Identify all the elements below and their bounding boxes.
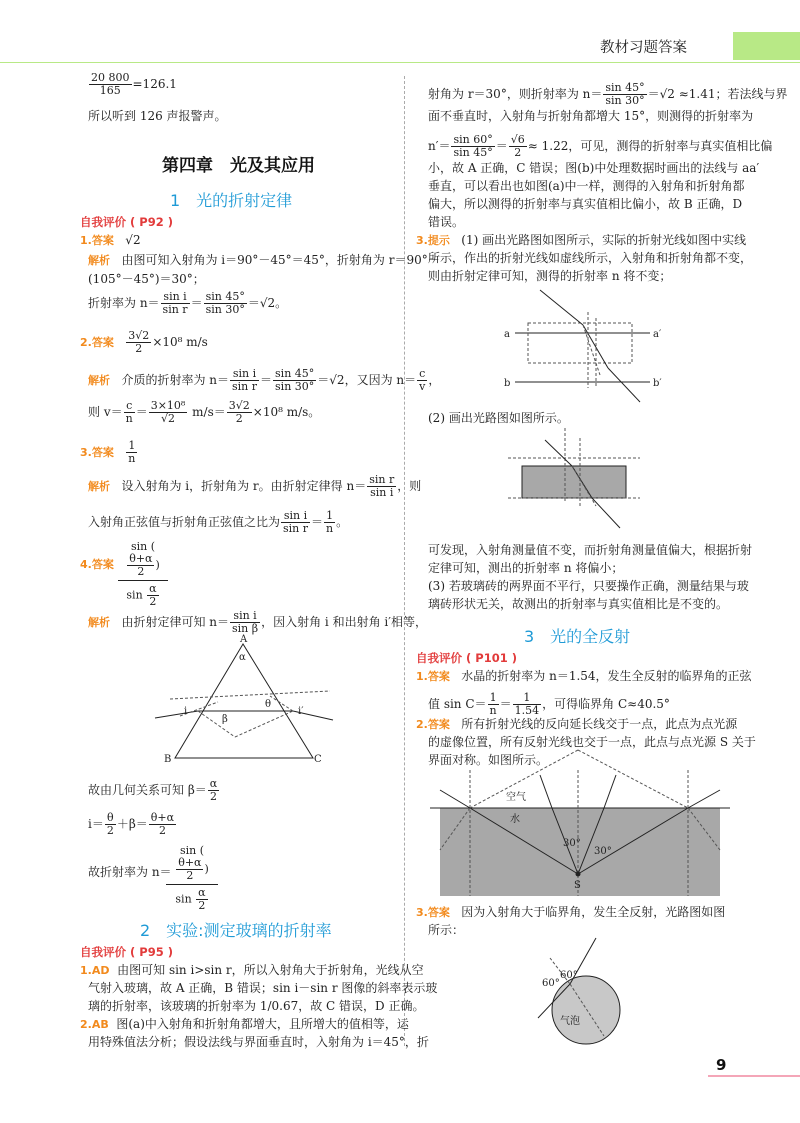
prism-label-iprime: i′ [298, 706, 304, 717]
q2-answer: 2.答案 $\frac{3√2}{2}$ ×10⁸ m/s [80, 329, 208, 355]
q2-analysis-line1: 解析 介质的折射率为 n＝ $\frac{\text{sin i}}{\text{sin r}}$ ＝ $\frac{\sin 45^\circ}{\sin 30^\circ}$ ＝√2，又因为 n＝ $\frac{c}{v}$ ， [88, 367, 441, 393]
q4-answer-fraction: sin ( $\frac{\theta+\alpha}{2}$ ) sin $\frac{\alpha}{2}$ [118, 540, 168, 608]
prism-label-b: B [164, 754, 172, 765]
q4-result-fraction: sin ( $\frac{\theta+\alpha}{2}$ ) sin $\frac{\alpha}{2}$ [166, 844, 218, 912]
q3-answer: 3.答案 $\frac{1}{n}$ [80, 439, 136, 465]
r-s3-line1: 3.答案 因为入射角大于临界角，发生全反射，光路图如图 [416, 905, 726, 919]
r-p3-line2: 定律可知，测出的折射率 n 将偏小； [428, 561, 624, 575]
q6-line2: 用特殊值法分析；假设法线与界面垂直时，入射角为 i＝45°，折 [88, 1035, 429, 1049]
q5-line1: 1.AD 由图可知 sin i>sin r，所以入射角大于折射角，光线从空 [80, 963, 424, 977]
q4-analysis-line1: 解析 由折射定律可知 n＝ $\frac{\text{sin i}}{\text{sin β}}$ ，因入射角 i 和出射角 i′相等， [88, 609, 427, 635]
r-s1-line2: 值 sin C＝ $\frac{1}{n}$ ＝ $\frac{1}{1.54}$ ，可得临界角 C≈40.5° [428, 691, 670, 717]
r-q3-line1: 3.提示 (1) 画出光路图如图所示，实际的折射光线如图中实线 [416, 233, 747, 247]
q5-line3: 璃的折射率，该玻璃的折射率为 1/0.67，故 C 错误，D 正确。 [88, 999, 425, 1013]
slab-diagram-2 [500, 428, 650, 540]
bubble-diagram [530, 938, 640, 1050]
header-rule [0, 62, 800, 63]
r-line7: 错误。 [428, 215, 465, 229]
slab-label-b: b [504, 378, 511, 389]
r-s2-line1: 2.答案 所有折射光线的反向延长线交于一点，此点为点光源 [416, 717, 738, 731]
header-tab-decoration [733, 32, 800, 60]
q2-analysis-line2: 则 v＝ $\frac{c}{n}$ ＝ $\frac{\text{3×10⁸}}{√2}$ m/s＝ $\frac{3√2}{2}$ ×10⁸ m/s。 [88, 399, 321, 425]
q3-analysis-line2: 入射角正弦值与折射角正弦值之比为 $\frac{\text{sin i}}{\text{sin r}}$ ＝ $\frac{1}{n}$ 。 [88, 509, 349, 535]
slab-label-aprime: a′ [653, 329, 662, 340]
r-q3-line2: 所示，作出的折射光线如虚线所示，入射角和折射角都不变， [428, 251, 753, 265]
r-line3: n′＝ $\frac{\sin 60^\circ}{\sin 45^\circ}$ ＝ $\frac{√6}{2}$ ≈ 1.22，可见，测得的折射率与真实值相比偏 [428, 133, 773, 159]
r-line2: 面不垂直时，入射角与折射角都增大 15°，则测得的折射率为 [428, 109, 754, 123]
self-eval-heading-1: 自我评价 ( P92 ) [80, 215, 173, 229]
header-title: 教材习题答案 [600, 40, 687, 56]
r-p2: (2) 画出光路图如图所示。 [428, 411, 569, 425]
r-line5: 垂直，可以看出也如图(a)中一样，测得的入射角和折射角都 [428, 179, 745, 193]
q1-analysis-line3: 折射率为 n＝ $\frac{\text{sin i}}{\text{sin r}}$ ＝ $\frac{\sin 45^\circ}{\sin 30^\circ}$ ＝√2。 [88, 290, 288, 316]
column-divider [404, 76, 405, 1046]
prism-label-i: i [184, 706, 188, 717]
prism-diagram [150, 634, 340, 764]
label-angle-30-left: 30° [563, 838, 581, 849]
slab-diagram-1 [500, 290, 670, 410]
r-p3-line4: 璃砖形状无关，故测出的折射率与真实值相比是不变的。 [428, 597, 729, 611]
r-s3-line2: 所示： [428, 923, 465, 937]
r-p3-line1: 可发现，入射角测量值不变，而折射角测量值偏大，根据折射 [428, 543, 753, 557]
page-number: 9 [716, 1056, 727, 1074]
r-p3-line3: (3) 若玻璃砖的两界面不平行，只要操作正确，测量结果与玻 [428, 579, 749, 593]
q6-line1: 2.AB 图(a)中入射角和折射角都增大，且所增大的值相等，运 [80, 1017, 409, 1031]
prism-label-a: A [240, 634, 248, 645]
q4-analysis-line3: i＝ $\frac{\theta}{2}$ ＋β＝ $\frac{\theta+\alpha}{2}$ [88, 811, 175, 837]
label-angle-60-a: 60° [560, 970, 578, 981]
r-s2-line2: 的虚像位置，所有反射光线也交于一点，此点与点光源 S 关于 [428, 735, 756, 749]
r-s1-line1: 1.答案 水晶的折射率为 n＝1.54，发生全反射的临界角的正弦 [416, 669, 752, 683]
label-bubble: 气泡 [560, 1016, 580, 1027]
slab-label-a: a [504, 329, 510, 340]
label-water: 水 [510, 814, 520, 825]
chapter-title: 第四章 光及其应用 [162, 156, 315, 176]
r-q3-line3: 则由折射定律可知，测得的折射率 n 将不变； [428, 269, 672, 283]
r-line6: 偏大，所以测得的折射率与真实值相比偏小，故 B 正确，D [428, 197, 743, 211]
footer-rule [708, 1075, 800, 1077]
slab-label-bprime: b′ [653, 378, 662, 389]
q1-analysis-line1: 解析 由图可知入射角为 i＝90°－45°＝45°，折射角为 r＝90°－ [88, 253, 440, 267]
q1-analysis-line2: (105°－45°)＝30°； [88, 272, 205, 286]
q4-answer: 4.答案 [80, 558, 114, 571]
water-air-diagram [430, 770, 730, 900]
q1-answer: 1.答案 √2 [80, 233, 141, 247]
section-title-3: 3 光的全反射 [524, 627, 631, 646]
r-line4: 小，故 A 正确，C 错误；图(b)中处理数据时画出的法线与 aa′ [428, 161, 760, 175]
intro-fraction-line: $\frac{20 800}{165}$ =126.1 [91, 71, 177, 97]
r-line1: 射角为 r＝30°，则折射率为 n＝ $\frac{\sin 45^\circ}{\sin 30^\circ}$ ＝√2 ≈1.41；若法线与界 [428, 81, 788, 107]
q5-line2: 气射入玻璃，故 A 正确，B 错误；sin i－sin r 图像的斜率表示玻 [88, 981, 438, 995]
label-angle-30-right: 30° [594, 846, 612, 857]
self-eval-heading-2: 自我评价 ( P95 ) [80, 945, 173, 959]
section-title-2: 2 实验:测定玻璃的折射率 [140, 921, 332, 940]
self-eval-heading-3: 自我评价 ( P101 ) [416, 651, 517, 665]
q4-analysis-line4: 故折射率为 n＝ [88, 865, 172, 879]
prism-label-c: C [314, 754, 322, 765]
intro-text: 所以听到 126 声报警声。 [88, 109, 227, 123]
prism-label-alpha: α [239, 652, 246, 663]
r-s2-line3: 界面对称。如图所示。 [428, 753, 549, 767]
prism-label-beta: β [222, 714, 228, 725]
label-angle-60-b: 60° [542, 978, 560, 989]
prism-label-theta: θ [265, 699, 272, 710]
q3-analysis-line1: 解析 设入射角为 i，折射角为 r。由折射定律得 n＝ $\frac{\text{sin r}}{\text{sin i}}$ ，则 [88, 473, 422, 499]
q4-analysis-line2: 故由几何关系可知 β＝ $\frac{\alpha}{2}$ [88, 777, 218, 803]
label-source-s: S [574, 880, 581, 891]
section-title-1: 1 光的折射定律 [170, 191, 293, 210]
label-air: 空气 [506, 792, 526, 803]
